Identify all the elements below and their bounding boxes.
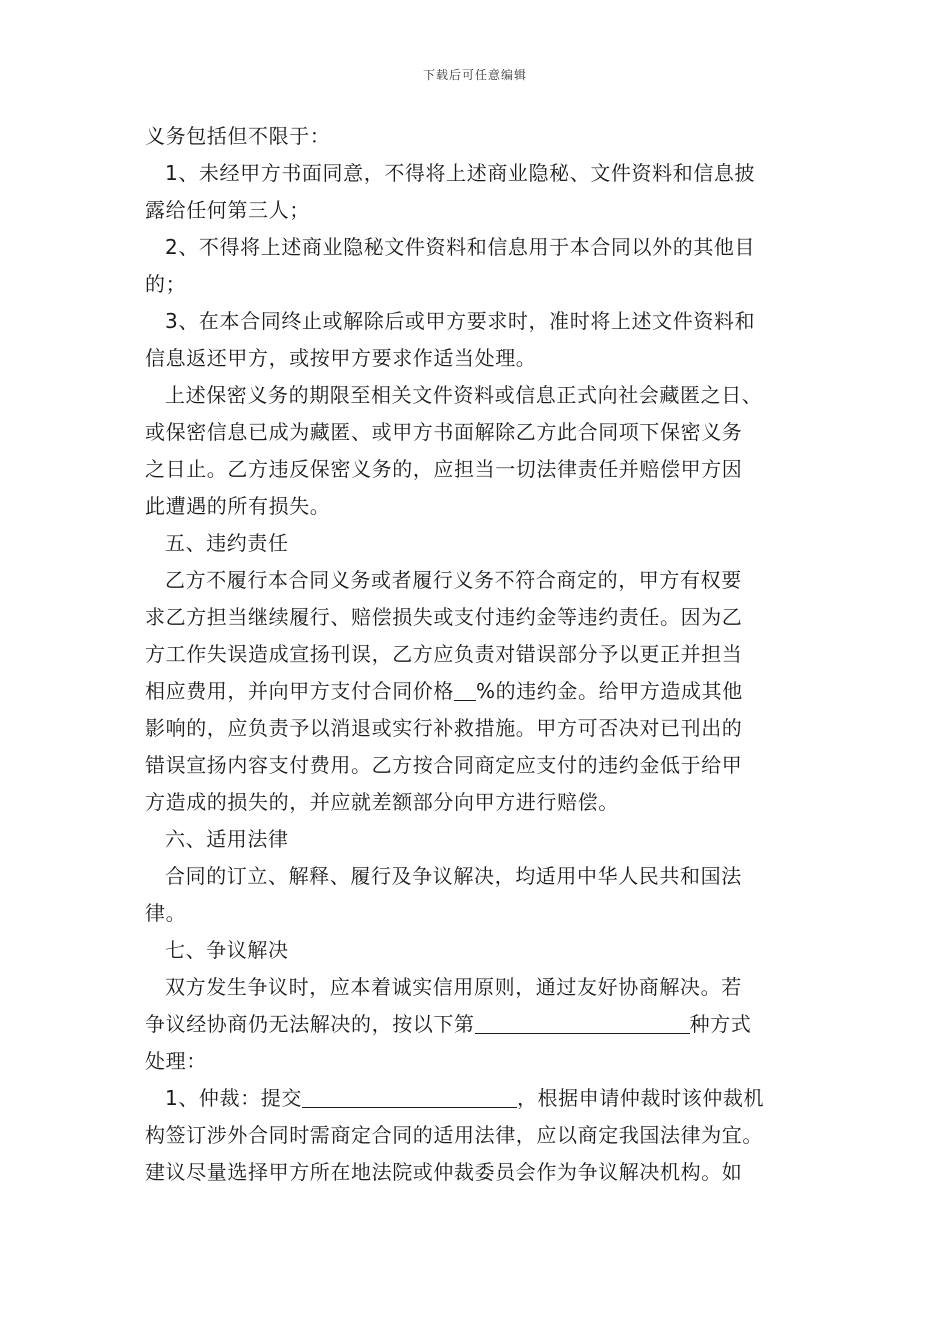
fill-in-blank-percent[interactable] bbox=[454, 678, 476, 701]
paragraph-line: 建议尽量选择甲方所在地法院或仲裁委员会作为争议解决机构。如 bbox=[145, 1160, 743, 1184]
paragraph-line: 的； bbox=[145, 272, 187, 296]
fill-in-blank-method[interactable] bbox=[475, 1011, 690, 1034]
paragraph-line: 求乙方担当继续履行、赔偿损失或支付违约金等违约责任。因为乙 bbox=[145, 605, 743, 629]
paragraph-line: 露给任何第三人； bbox=[145, 198, 310, 222]
paragraph-line: 处理： bbox=[145, 1049, 207, 1073]
section-heading-law: 六、适用法律 bbox=[165, 827, 289, 851]
paragraph-line: 双方发生争议时，应本着诚实信用原则，通过友好协商解决。若 bbox=[165, 975, 742, 999]
text-segment: 种方式 bbox=[689, 1012, 752, 1036]
paragraph-line: 乙方不履行本合同义务或者履行义务不符合商定的，甲方有权要 bbox=[165, 568, 742, 592]
section-heading-breach: 五、违约责任 bbox=[165, 531, 289, 555]
list-item-2: 2、不得将上述商业隐秘文件资料和信息用于本合同以外的其他目 bbox=[165, 235, 756, 259]
section-heading-dispute: 七、争议解决 bbox=[165, 938, 289, 962]
text-segment: ，根据申请仲裁时该仲裁机 bbox=[516, 1086, 765, 1110]
paragraph-line: 之日止。乙方违反保密义务的，应担当一切法律责任并赔偿甲方因 bbox=[145, 457, 743, 481]
text-segment: 相应费用，并向甲方支付合同价格 bbox=[145, 679, 454, 703]
paragraph-line: 义务包括但不限于： bbox=[145, 124, 331, 148]
page-header: 下载后可任意编辑 bbox=[422, 68, 527, 82]
text-segment: 争议经协商仍无法解决的，按以下第 bbox=[145, 1012, 475, 1036]
paragraph-line: 律。 bbox=[145, 901, 187, 925]
list-item-1: 1、未经甲方书面同意，不得将上述商业隐秘、文件资料和信息披 bbox=[165, 161, 756, 185]
list-item-3: 3、在本合同终止或解除后或甲方要求时，准时将上述文件资料和 bbox=[165, 309, 756, 333]
paragraph-line: 影响的，应负责予以消退或实行补救措施。甲方可否决对已刊出的 bbox=[145, 716, 743, 740]
paragraph-line: 此遭遇的所有损失。 bbox=[145, 494, 331, 518]
text-segment: %的违约金。给甲方造成其他 bbox=[476, 679, 743, 703]
fill-in-blank-arbitration[interactable] bbox=[302, 1085, 517, 1108]
document-body bbox=[145, 118, 835, 1191]
paragraph-line: 或保密信息已成为藏匿、或甲方书面解除乙方此合同项下保密义务 bbox=[145, 420, 743, 444]
paragraph-line: 方工作失误造成宣扬刊误，乙方应负责对错误部分予以更正并担当 bbox=[145, 642, 743, 666]
paragraph-line bbox=[145, 1080, 835, 1117]
text-segment: 1、仲裁：提交 bbox=[165, 1086, 302, 1110]
paragraph-line: 错误宣扬内容支付费用。乙方按合同商定应支付的违约金低于给甲 bbox=[145, 753, 743, 777]
paragraph-line: 上述保密义务的期限至相关文件资料或信息正式向社会藏匿之日、 bbox=[165, 383, 763, 407]
paragraph-line: 方造成的损失的，并应就差额部分向甲方进行赔偿。 bbox=[145, 790, 619, 814]
paragraph-line: 构签订涉外合同时需商定合同的适用法律，应以商定我国法律为宜。 bbox=[145, 1123, 763, 1147]
paragraph-line bbox=[145, 1006, 835, 1043]
paragraph-line bbox=[145, 673, 835, 710]
paragraph-line: 信息返还甲方，或按甲方要求作适当处理。 bbox=[145, 346, 537, 370]
paragraph-line: 合同的订立、解释、履行及争议解决，均适用中华人民共和国法 bbox=[165, 864, 742, 888]
